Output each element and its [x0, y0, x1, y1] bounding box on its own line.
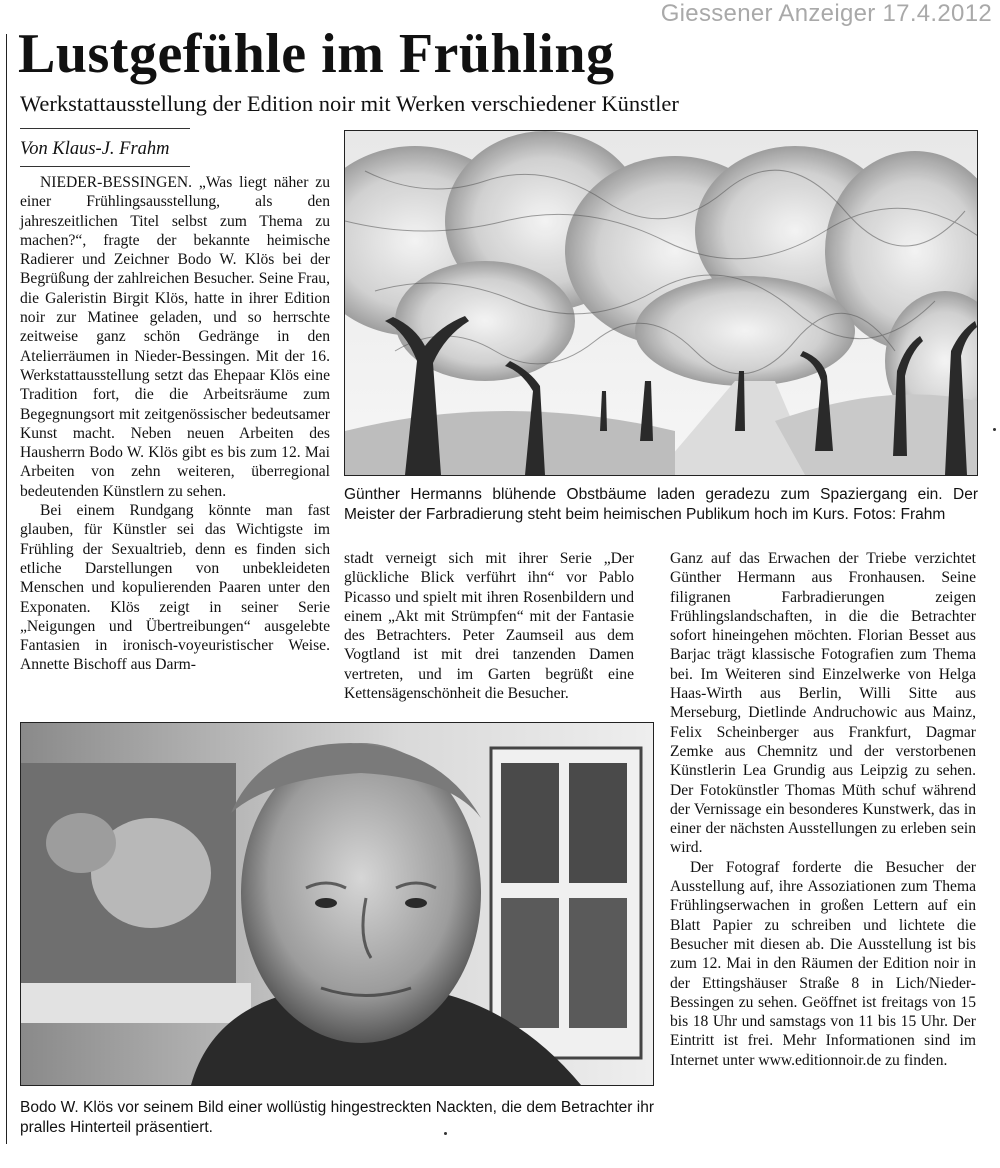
article-column-3: [670, 549, 976, 1070]
article-column-2: [344, 549, 634, 703]
trees-illustration: [345, 131, 977, 475]
subheadline: Werkstattausstellung der Edition noir mit Werken verschiedener Künstler: [20, 91, 679, 116]
paragraph: Ganz auf das Erwachen der Triebe verzichtet Günther Hermann aus Fronhausen. Seine filigranen Farbradierungen zeigen Frühlingslandschaften, in die die Betrachter sofort hineingehen möchten. Florian Besset aus Barjac trägt klassische Fotografien zum Thema bei. Im Weiteren sind Einzelwerke von Helga Haas-Wirth aus Berlin, Willi Sitte aus Merseburg, Dietlinde Andruchowic aus Mainz, Felix Scheinberger aus Frankfurt, Dagmar Zemke aus Chemnitz und der verstorbenen Künstlerin Lea Grundig aus Leipzig zu sehen. Der Fotokünstler Thomas Müth schuf während der Vernissage ein besonderes Kunstwerk, das in einer der nächsten Ausstellungen zu erleben sein wird.: [670, 550, 976, 857]
portrait-illustration: [21, 723, 653, 1085]
byline: Von Klaus-J. Frahm: [20, 139, 170, 159]
margin-dot: [993, 428, 996, 431]
margin-dot: [444, 1132, 447, 1135]
byline-rule-bottom: [20, 166, 190, 167]
paragraph: Der Fotograf forderte die Besucher der Ausstellung auf, ihre Assoziationen zum Thema Frühlingserwachen in großen Lettern auf ein Blatt Papier zu schreiben und lichtete die Besucher mit diesen ab. Die Ausstellung ist bis zum 12. Mai in den Räumen der Edition noir in der Ettingshäuser Straße 8 in Lich/Nieder-Bessingen zu sehen. Geöffnet ist freitags von 15 bis 18 Uhr und samstags von 11 bis 15 Uhr. Der Eintritt ist frei. Mehr Informationen sind im Internet unter www.editionnoir.de zu finden.: [670, 858, 976, 1069]
photo-portrait-bodo-kloes: [20, 722, 654, 1086]
left-border-rule: [6, 34, 7, 1144]
caption-trees: Günther Hermanns blühende Obstbäume laden geradezu zum Spaziergang ein. Der Meister der Farbradierung steht beim heimischen Publikum hoch im Kurs. Fotos: Frahm: [344, 486, 978, 523]
photo-blossoming-trees: [344, 130, 978, 476]
paragraph: NIEDER-BESSINGEN. „Was liegt näher zu einer Frühlingsausstellung, als den jahreszeitlichen Titel selbst zum Thema zu machen?“, fragte der bekannte heimische Radierer und Zeichner Bodo W. Klös bei der Begrüßung der zahlreichen Besucher. Seine Frau, die Galeristin Birgit Klös, hatte in ihrer Edition noir zur Matinee geladen, und so herrschte zeitweise ganz schön Gedränge in den Atelierräumen in Nieder-Bessingen. Mit der 16. Werkstattausstellung setzt das Ehepaar Klös eine Tradition fort, die die Arbeitsräume zum Begegnungsort mit zeitgenössischer bedeutsamer Kunst macht. Neben neuen Arbeiten des Hausherrn Bodo W. Klös gibt es bis zum 12. Mai Arbeiten von zehn weiteren, überregional bedeutenden Künstlern zu sehen.: [20, 174, 330, 500]
paragraph: stadt verneigt sich mit ihrer Serie „Der glückliche Blick verführt ihn“ vor Pablo Picasso und spielt mit ihren Rosenbildern und einem „Akt mit Strümpfen“ mit der Fantasie des Betrachters. Peter Zaumseil aus dem Vogtland ist mit drei tanzenden Damen vertreten, und im Garten begrüßt eine Kettensägenschönheit die Besucher.: [344, 550, 634, 703]
caption-portrait: Bodo W. Klös vor seinem Bild einer wollüstig hingestreckten Nackten, die dem Betrachter ihr pralles Hinterteil präsentiert.: [20, 1099, 654, 1136]
source-stamp: Giessener Anzeiger 17.4.2012: [660, 0, 992, 27]
paragraph: Bei einem Rundgang könnte man fast glauben, für Künstler sei das Wichtigste im Frühling der Sexualtrieb, denn es finden sich etliche Darstellungen von unbekleideten Menschen und kopulierenden Paaren unter den Exponaten. Klös zeigt in seiner Serie „Neigungen und Übertreibungen“ ausgelebte Fantasien in ironisch-voyeuristischer Weise. Annette Bischoff aus Darm-: [20, 502, 330, 674]
byline-rule-top: [20, 128, 190, 129]
article-column-1: [20, 173, 330, 675]
headline: Lustgefühle im Frühling: [18, 23, 615, 85]
